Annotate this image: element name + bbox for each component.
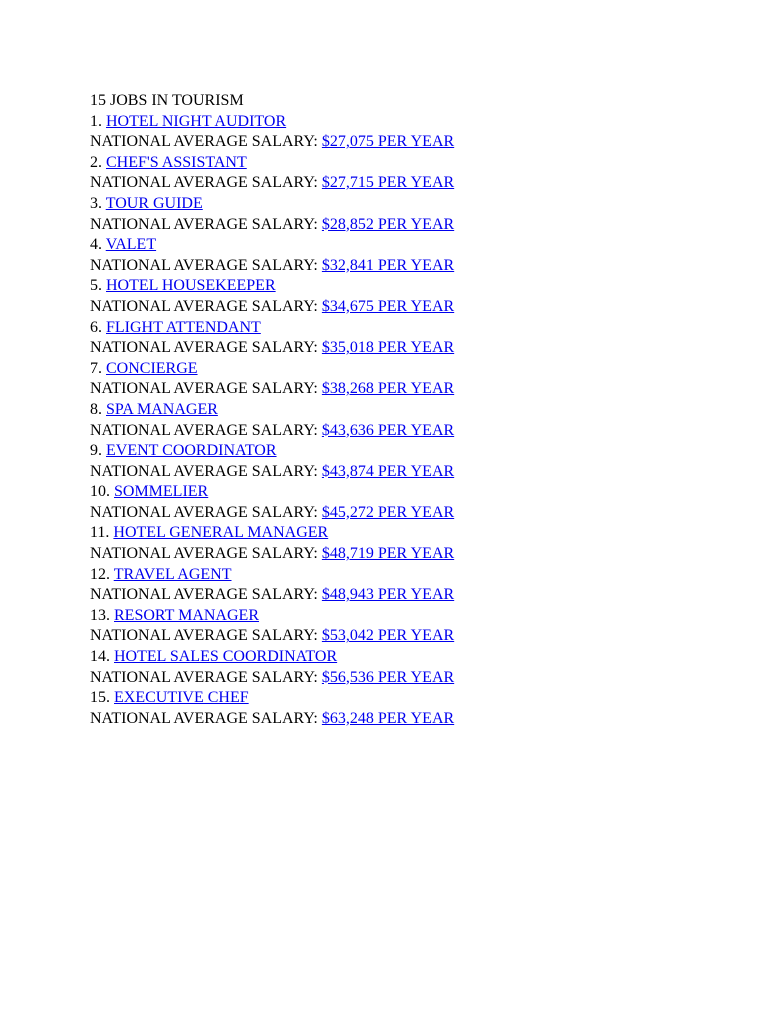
job-number: 1.: [90, 112, 106, 130]
job-title-link[interactable]: HOTEL GENERAL MANAGER: [113, 524, 329, 542]
job-title-line: [90, 606, 690, 627]
job-title-link[interactable]: TRAVEL AGENT: [113, 565, 232, 583]
salary-label: NATIONAL AVERAGE SALARY:: [90, 462, 322, 480]
job-title-line: [90, 523, 690, 544]
salary-line: [90, 215, 690, 236]
salary-label: NATIONAL AVERAGE SALARY:: [90, 709, 322, 727]
job-title-line: [90, 400, 690, 421]
job-number: 13.: [90, 606, 114, 624]
salary-link[interactable]: $48,719 PER YEAR: [321, 545, 455, 563]
salary-link[interactable]: $48,943 PER YEAR: [321, 586, 455, 604]
salary-link[interactable]: $27,075 PER YEAR: [321, 133, 455, 151]
job-title-line: [90, 359, 690, 380]
job-title-line: [90, 647, 690, 668]
job-number: 11.: [90, 524, 114, 542]
job-title-link[interactable]: CHEF'S ASSISTANT: [106, 153, 247, 171]
job-number: 12.: [90, 565, 114, 583]
salary-link[interactable]: $43,874 PER YEAR: [321, 462, 455, 480]
job-number: 6.: [90, 318, 106, 336]
salary-label: NATIONAL AVERAGE SALARY:: [90, 421, 322, 439]
salary-line: [90, 297, 690, 318]
job-number: 2.: [90, 153, 106, 171]
job-title-link[interactable]: FLIGHT ATTENDANT: [106, 318, 261, 336]
salary-label: NATIONAL AVERAGE SALARY:: [90, 380, 322, 398]
job-title-link[interactable]: HOTEL HOUSEKEEPER: [106, 277, 276, 295]
job-title-line: [90, 688, 690, 709]
salary-label: NATIONAL AVERAGE SALARY:: [90, 256, 322, 274]
salary-label: NATIONAL AVERAGE SALARY:: [90, 545, 322, 563]
salary-line: [90, 132, 690, 153]
job-title-link[interactable]: RESORT MANAGER: [114, 606, 259, 624]
salary-label: NATIONAL AVERAGE SALARY:: [90, 668, 322, 686]
document-body: [90, 91, 690, 729]
job-title-line: [90, 318, 690, 339]
salary-link[interactable]: $27,715 PER YEAR: [321, 174, 455, 192]
salary-link[interactable]: $43,636 PER YEAR: [321, 421, 455, 439]
job-number: 3.: [90, 194, 106, 212]
salary-label: NATIONAL AVERAGE SALARY:: [90, 503, 322, 521]
job-number: 14.: [90, 648, 114, 666]
job-number: 7.: [90, 359, 106, 377]
salary-line: [90, 256, 690, 277]
salary-line: [90, 709, 690, 730]
salary-label: NATIONAL AVERAGE SALARY:: [90, 215, 322, 233]
job-title-link[interactable]: VALET: [105, 236, 157, 254]
job-title-line: [90, 153, 690, 174]
salary-label: NATIONAL AVERAGE SALARY:: [90, 297, 322, 315]
job-number: 5.: [90, 277, 106, 295]
job-title-link[interactable]: SPA MANAGER: [106, 400, 218, 418]
salary-label: NATIONAL AVERAGE SALARY:: [90, 133, 322, 151]
salary-link[interactable]: $34,675 PER YEAR: [321, 297, 455, 315]
job-title-link[interactable]: EVENT COORDINATOR: [106, 442, 277, 460]
salary-line: [90, 421, 690, 442]
salary-line: [90, 462, 690, 483]
job-title-line: [90, 194, 690, 215]
salary-link[interactable]: $38,268 PER YEAR: [321, 380, 455, 398]
salary-line: [90, 585, 690, 606]
salary-line: [90, 668, 690, 689]
job-title-line: [90, 235, 690, 256]
salary-line: [90, 379, 690, 400]
salary-line: [90, 503, 690, 524]
job-number: 10.: [90, 483, 114, 501]
salary-line: [90, 544, 690, 565]
salary-link[interactable]: $32,841 PER YEAR: [321, 256, 455, 274]
salary-link[interactable]: $63,248 PER YEAR: [321, 709, 455, 727]
job-list: [90, 112, 690, 730]
job-number: 9.: [90, 442, 106, 460]
salary-label: NATIONAL AVERAGE SALARY:: [90, 339, 322, 357]
salary-line: [90, 338, 690, 359]
job-number: 15.: [90, 689, 114, 707]
salary-line: [90, 173, 690, 194]
salary-link[interactable]: $45,272 PER YEAR: [321, 503, 455, 521]
job-title-link[interactable]: SOMMELIER: [114, 483, 209, 501]
job-title-link[interactable]: TOUR GUIDE: [105, 194, 203, 212]
job-title-link[interactable]: CONCIERGE: [106, 359, 198, 377]
job-title-line: [90, 482, 690, 503]
salary-label: NATIONAL AVERAGE SALARY:: [90, 174, 322, 192]
job-number: 4.: [90, 236, 106, 254]
job-title-line: [90, 112, 690, 133]
salary-label: NATIONAL AVERAGE SALARY:: [90, 627, 322, 645]
salary-link[interactable]: $35,018 PER YEAR: [321, 339, 455, 357]
job-number: 8.: [90, 400, 106, 418]
salary-link[interactable]: $53,042 PER YEAR: [321, 627, 455, 645]
salary-label: NATIONAL AVERAGE SALARY:: [90, 586, 322, 604]
salary-link[interactable]: $56,536 PER YEAR: [321, 668, 455, 686]
job-title-link[interactable]: HOTEL SALES COORDINATOR: [114, 648, 338, 666]
job-title-link[interactable]: EXECUTIVE CHEF: [114, 689, 249, 707]
salary-line: [90, 626, 690, 647]
job-title-line: [90, 565, 690, 586]
job-title-link[interactable]: HOTEL NIGHT AUDITOR: [106, 112, 287, 130]
job-title-line: [90, 276, 690, 297]
salary-link[interactable]: $28,852 PER YEAR: [321, 215, 455, 233]
page-title: 15 JOBS IN TOURISM: [90, 92, 244, 109]
job-title-line: [90, 441, 690, 462]
